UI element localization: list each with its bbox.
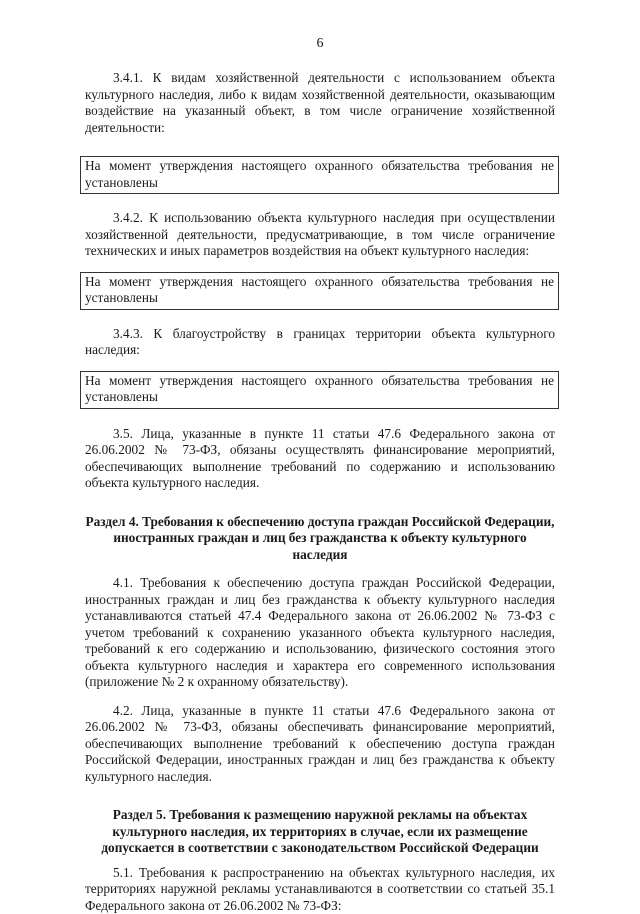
paragraph-4-2: 4.2. Лица, указанные в пункте 11 статьи 47.6 Федерального закона от 26.06.2002 № 73-ФЗ, обязаны обеспечивать финансирование мероприятий, обеспечивающих выполнение требований к обеспечению доступа граждан Российской Федерации, иностранных граждан и лиц без гражданства к объекту культурного наследия. xyxy=(85,703,555,786)
document-body xyxy=(85,70,555,914)
paragraph-5-1: 5.1. Требования к распространению на объектах культурного наследия, их территориях наружной рекламы устанавливаются в соответствии со статьей 35.1 Федерального закона от 26.06.2002 № 73-ФЗ: xyxy=(85,865,555,914)
paragraph-3-5: 3.5. Лица, указанные в пункте 11 статьи 47.6 Федерального закона от 26.06.2002 № 73-ФЗ, обязаны осуществлять финансирование мероприятий, обеспечивающих выполнение требований по содержанию и использованию объекта культурного наследия. xyxy=(85,426,555,492)
requirements-box-2: На момент утверждения настоящего охранного обязательства требования не установлены xyxy=(80,272,559,310)
paragraph-3-4-2: 3.4.2. К использованию объекта культурного наследия при осуществлении хозяйственной деятельности, предусматривающие, в том числе ограничение технических и иных параметров воздействия на объект культурного наследия: xyxy=(85,210,555,260)
paragraph-4-1: 4.1. Требования к обеспечению доступа граждан Российской Федерации, иностранных граждан и лиц без гражданства к объекту культурного наследия устанавливаются статьей 47.4 Федерального закона от 26.06.2002 № 73-ФЗ с учетом требований к сохранению указанного объекта культурного наследия, требований к его содержанию и использованию, физического состояния этого объекта культурного наследия и характера его современного использования (приложение № 2 к охранному обязательству). xyxy=(85,575,555,691)
paragraph-3-4-1: 3.4.1. К видам хозяйственной деятельности с использованием объекта культурного наследия, либо к видам хозяйственной деятельности, оказывающим воздействие на указанный объект, в том числе ограничение хозяйственной деятельности: xyxy=(85,70,555,136)
page-number: 6 xyxy=(0,36,640,53)
requirements-box-3: На момент утверждения настоящего охранного обязательства требования не установлены xyxy=(80,371,559,409)
requirements-box-1: На момент утверждения настоящего охранного обязательства требования не установлены xyxy=(80,156,559,194)
section-4-heading: Раздел 4. Требования к обеспечению доступа граждан Российской Федерации, иностранных граждан и лиц без гражданства к объекту культурного наследия xyxy=(85,514,555,564)
section-5-heading: Раздел 5. Требования к размещению наружной рекламы на объектах культурного наследия, их территориях в случае, если их размещение допускается в соответствии с законодательством Российской Федерации xyxy=(85,807,555,857)
paragraph-3-4-3: 3.4.3. К благоустройству в границах территории объекта культурного наследия: xyxy=(85,326,555,359)
